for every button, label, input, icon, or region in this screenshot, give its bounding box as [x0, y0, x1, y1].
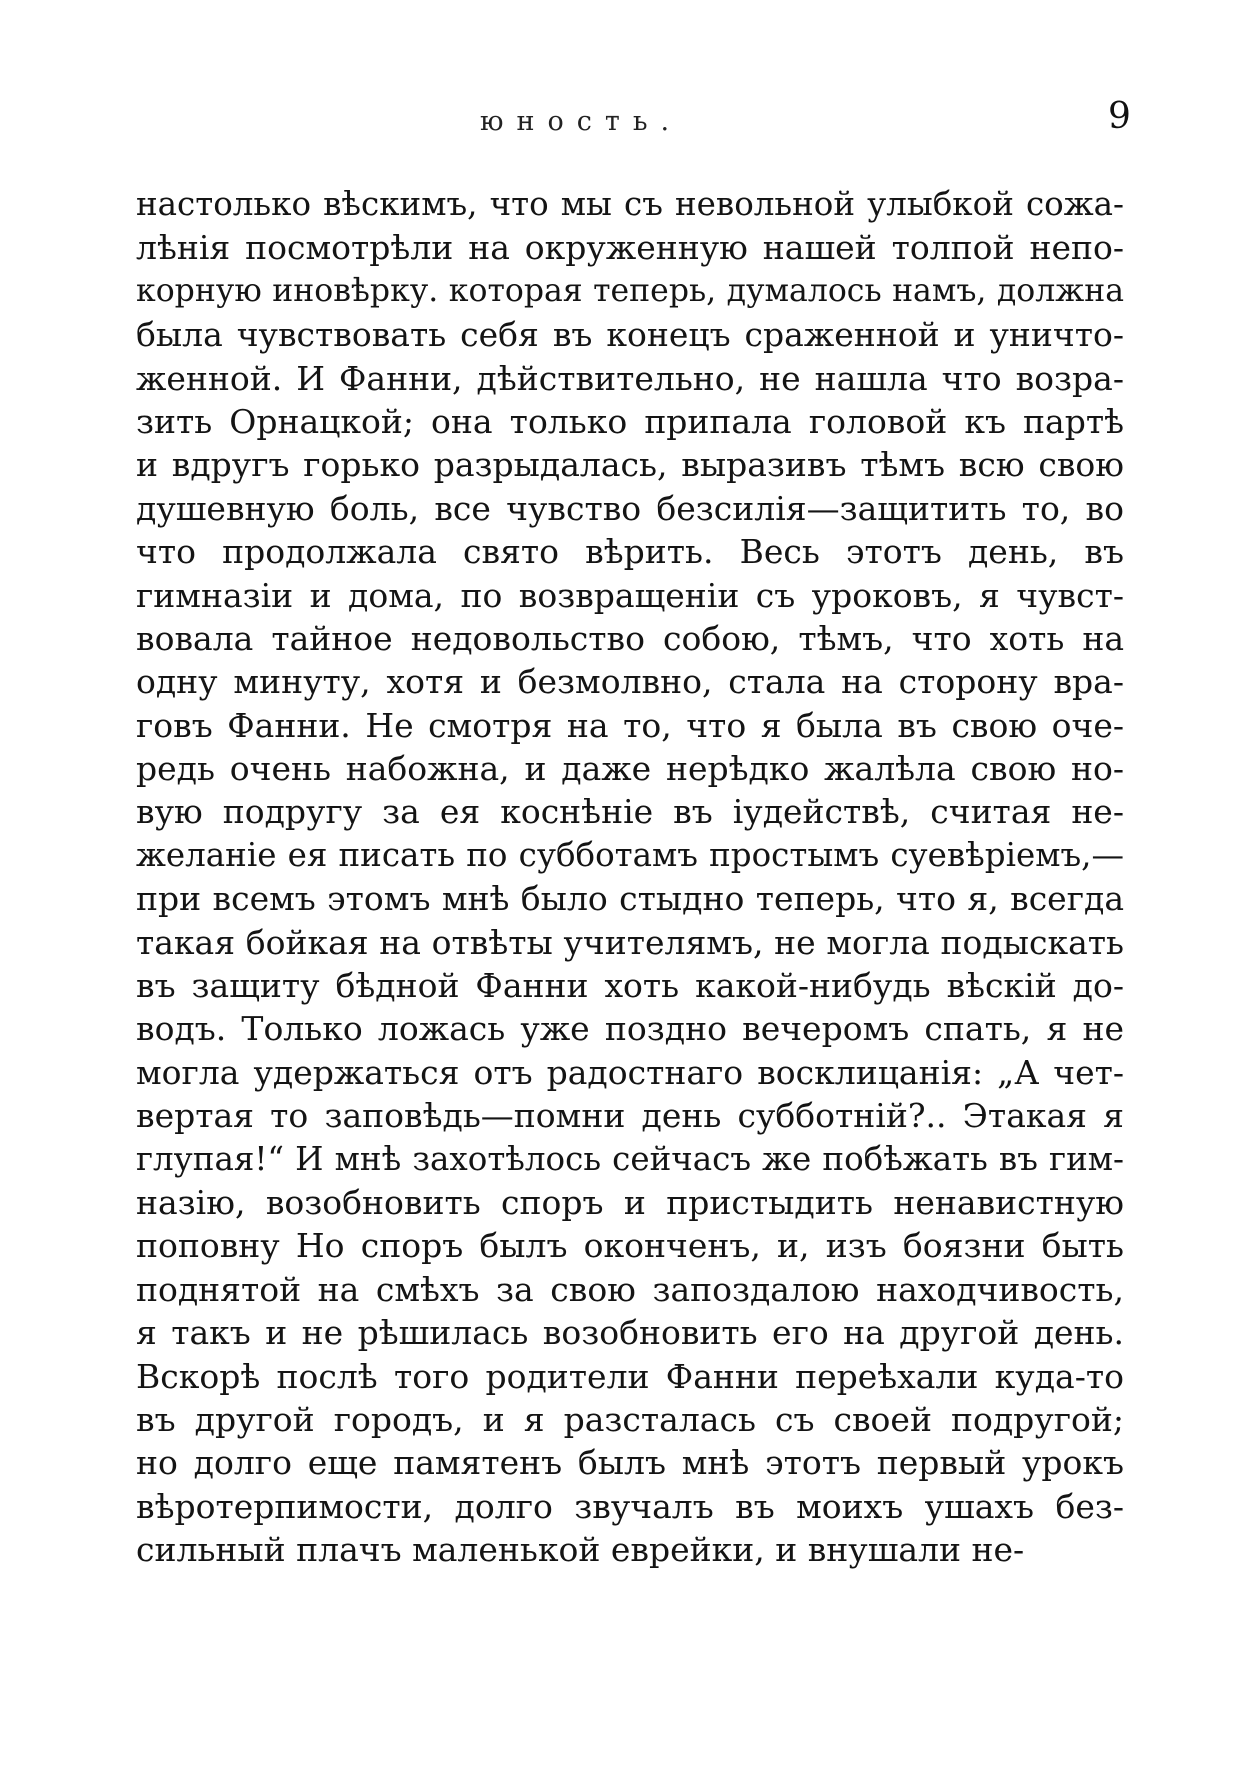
- text-line: глупая!“ И мнѣ захотѣлось сейчасъ же побѣжать въ гим-: [136, 1139, 1124, 1178]
- text-line: такая бойкая на отвѣты учителямъ, не могла подыскать: [136, 922, 1124, 962]
- text-line: редь очень набожна, и даже нерѣдко жалѣла свою но-: [136, 749, 1124, 789]
- text-line: вертая то заповѣдь—помни день субботній?.. Этакая я: [136, 1096, 1124, 1136]
- text-line: женной. И Фанни, дѣйствительно, не нашла что возра-: [136, 358, 1124, 398]
- text-line: гимназіи и дома, по возвращеніи съ уроковъ, я чувст-: [136, 575, 1124, 615]
- text-line: желаніе ея писать по субботамъ простымъ суевѣріемъ,—: [136, 835, 1124, 874]
- text-line: что продолжала свято вѣрить. Весь этотъ день, въ: [136, 532, 1124, 572]
- text-line: водъ. Только ложась уже поздно вечеромъ спать, я не: [136, 1009, 1124, 1049]
- text-line: душевную боль, все чувство безсилія—защитить то, во: [136, 488, 1124, 528]
- text-line: настолько вѣскимъ, что мы съ невольной улыбкой сожа-: [136, 185, 1124, 223]
- text-line: была чувствовать себя въ конецъ сраженной и уничто-: [136, 315, 1124, 355]
- text-line: въ другой городъ, и я разсталась съ своей подругой;: [136, 1399, 1124, 1439]
- text-line: корную иновѣрку. которая теперь, думалось намъ, должна: [136, 272, 1124, 309]
- body-text: [136, 183, 1124, 1572]
- running-title: юность.: [480, 106, 683, 137]
- text-line: поповну Но споръ былъ оконченъ, и, изъ боязни быть: [136, 1226, 1124, 1266]
- text-line: могла удержаться отъ радостнаго восклицанія: „А чет-: [136, 1052, 1124, 1092]
- text-line: и вдругъ горько разрыдалась, выразивъ тѣмъ всю свою: [136, 445, 1124, 485]
- text-line: я такъ и не рѣшилась возобновить его на другой день.: [136, 1313, 1124, 1353]
- text-line: вую подругу за ея коснѣніе въ іудействѣ, считая не-: [136, 792, 1124, 832]
- text-line: въ защиту бѣдной Фанни хоть какой-нибудь вѣскій до-: [136, 966, 1124, 1006]
- text-line: поднятой на смѣхъ за свою запоздалою находчивость,: [136, 1269, 1124, 1309]
- text-line: Вскорѣ послѣ того родители Фанни переѣхали куда-то: [136, 1356, 1124, 1396]
- text-line: назію, возобновить споръ и пристыдить ненавистную: [136, 1182, 1124, 1222]
- text-line: вовала тайное недовольство собою, тѣмъ, что хоть на: [136, 618, 1124, 658]
- text-line: одну минуту, хотя и безмолвно, стала на сторону вра-: [136, 662, 1124, 702]
- page-number: 9: [1108, 96, 1131, 137]
- text-line: лѣнія посмотрѣли на окруженную нашей толпой непо-: [136, 228, 1124, 268]
- text-line: сильный плачъ маленькой еврейки, и внушали не-: [136, 1530, 1025, 1570]
- text-line: говъ Фанни. Не смотря на то, что я была въ свою оче-: [136, 705, 1124, 745]
- text-line: зить Орнацкой; она только припала головой къ партѣ: [136, 401, 1124, 441]
- text-line: вѣротерпимости, долго звучалъ въ моихъ ушахъ без-: [136, 1486, 1124, 1526]
- text-line: но долго еще памятенъ былъ мнѣ этотъ первый урокъ: [136, 1443, 1124, 1483]
- text-line: при всемъ этомъ мнѣ было стыдно теперь, что я, всегда: [136, 879, 1124, 919]
